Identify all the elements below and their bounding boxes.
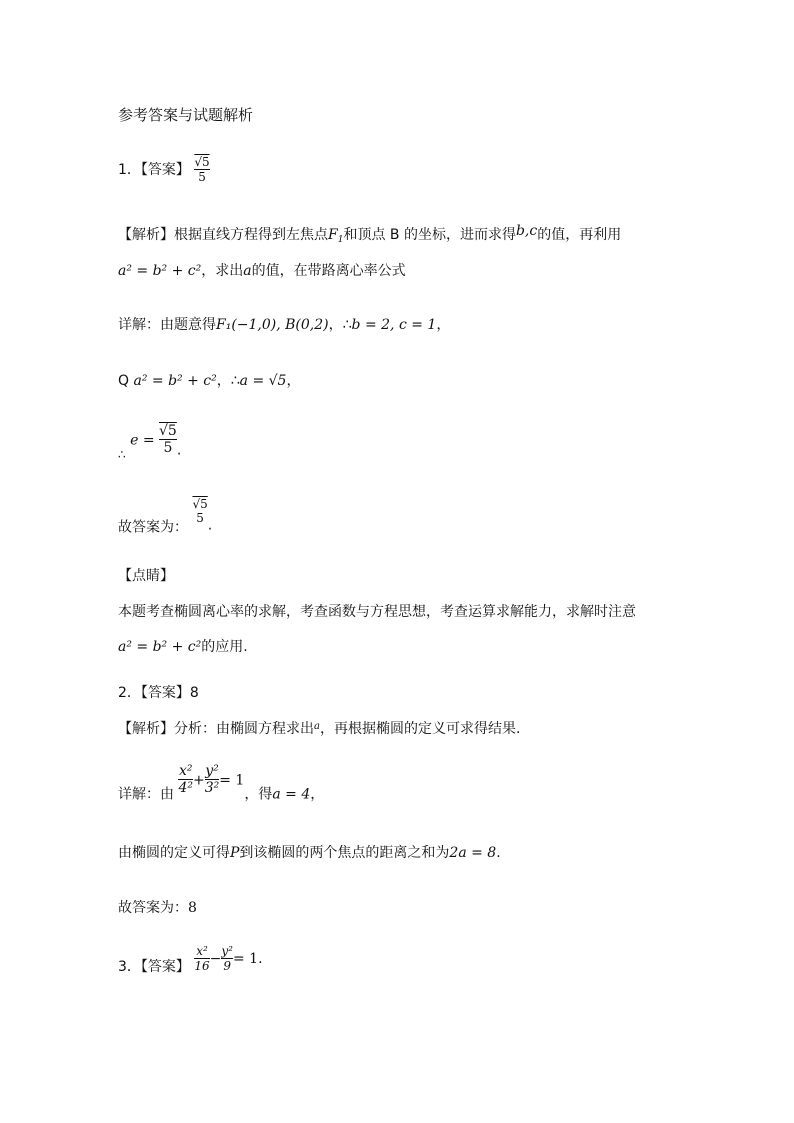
q1-answer-label: 1．【答案】 bbox=[118, 162, 190, 179]
q1-detail-label: 详解：由题意得 bbox=[118, 317, 216, 333]
q2-detail-b: ，得 bbox=[244, 786, 273, 803]
q1-because-symbol: Q bbox=[118, 373, 130, 389]
q2-final-label: 故答案为： bbox=[118, 900, 188, 916]
q1-final-line bbox=[118, 498, 212, 535]
page-title: 参考答案与试题解析 bbox=[118, 106, 254, 124]
q1-end2: ， bbox=[286, 373, 301, 389]
q1-analysis-text-a: 根据直线方程得到左焦点 bbox=[174, 227, 328, 243]
q1-analysis-line1 bbox=[118, 224, 621, 245]
q1-bc-symbol: b,c bbox=[515, 223, 538, 239]
q3-minus: − bbox=[209, 951, 222, 968]
q2-def-a: 由椭圆的定义可得 bbox=[118, 845, 230, 861]
q1-e-den: 5 bbox=[159, 439, 177, 456]
q1-final-label: 故答案为： bbox=[118, 519, 188, 536]
q1-detail-end: ， bbox=[436, 317, 451, 333]
q2-y2: y² bbox=[205, 763, 219, 779]
q1-eq2: a² = b² + c² bbox=[133, 373, 217, 389]
q1-analysis-lead: 【解析】 bbox=[118, 227, 174, 243]
q1-comment-end: 的应用. bbox=[201, 639, 248, 655]
q2-frac-y bbox=[205, 764, 220, 797]
q1-analysis-line2 bbox=[118, 264, 406, 278]
q2-final-value: 8 bbox=[188, 900, 197, 916]
q2-sum: 2a = 8 bbox=[449, 845, 497, 861]
q2-analysis-text: 【解析】分析：由椭圆方程求出 bbox=[118, 721, 314, 737]
q2-detail-line bbox=[118, 764, 324, 801]
q2-answer: 2．【答案】8 bbox=[118, 685, 199, 701]
q1-analysis-text-c: 的值，再利用 bbox=[537, 227, 622, 243]
q1-because-line bbox=[118, 374, 300, 388]
q3-d2: 9 bbox=[223, 959, 231, 974]
q2-d1: 4² bbox=[178, 780, 193, 797]
q2-def-b: 到该椭圆的两个焦点的距离之和为 bbox=[239, 845, 450, 861]
q2-eq-one: = 1 bbox=[219, 772, 245, 789]
q1-e-num: √5 bbox=[159, 423, 177, 439]
q2-d2: 3² bbox=[204, 780, 220, 797]
q1-detail-bc: b = 2, c = 1 bbox=[351, 317, 437, 333]
q3-eq-end: = 1. bbox=[232, 951, 263, 968]
q1-eq3: a² = b² + c² bbox=[118, 639, 202, 655]
q1-eccentricity-line bbox=[118, 424, 181, 460]
q1-therefore3: ∴ bbox=[118, 447, 126, 462]
q3-frac-x bbox=[194, 945, 209, 973]
q3-answer-label: 3．【答案】 bbox=[118, 959, 190, 976]
q1-focus-sub: 1 bbox=[337, 235, 344, 245]
q2-definition-line bbox=[118, 846, 501, 860]
q1-detail-points: F₁(−1,0), B(0,2) bbox=[216, 317, 329, 333]
q1-focus-letter: F bbox=[328, 227, 338, 243]
q1-comment-text: 本题考查椭圆离心率的求解，考查函数与方程思想，考查运算求解能力，求解时注意 bbox=[118, 604, 636, 620]
q1-analysis-text-b: 和顶点 B 的坐标，进而求得 bbox=[343, 227, 516, 243]
q1-analysis-text-e: 的值，在带路离心率公式 bbox=[251, 263, 406, 279]
q1-comment-lead: 【点睛】 bbox=[118, 568, 174, 584]
q1-analysis-text-d: ，求出 bbox=[201, 263, 244, 279]
q2-frac-x bbox=[178, 764, 193, 797]
q1-a-value: a = √5 bbox=[239, 373, 287, 389]
q1-answer-fraction: $\frac{√5}{5}$ bbox=[194, 155, 210, 185]
q2-final-line bbox=[118, 901, 197, 915]
q1-sep2: ，∴ bbox=[216, 373, 240, 389]
q2-a-eq: a = 4 bbox=[272, 786, 311, 803]
q1-final-num: √5 bbox=[192, 497, 208, 511]
q2-x2: x² bbox=[178, 763, 193, 779]
q1-final-fraction bbox=[192, 498, 207, 525]
q2-plus: + bbox=[192, 772, 205, 789]
q1-detail-line bbox=[118, 318, 450, 332]
q2-a-symbol: a bbox=[314, 721, 320, 732]
q2-def-end: . bbox=[496, 845, 501, 861]
q3-frac-y bbox=[221, 945, 233, 973]
q1-e-lhs: e = bbox=[130, 432, 155, 449]
q3-d1: 16 bbox=[194, 959, 210, 974]
q2-analysis-line bbox=[118, 722, 520, 736]
q1-final-den: 5 bbox=[196, 511, 204, 526]
q1-final-end: . bbox=[207, 517, 213, 534]
q1-detail-therefore: ，∴ bbox=[328, 317, 352, 333]
q1-eq1: a² = b² + c² bbox=[118, 263, 202, 279]
q1-a-symbol: a bbox=[243, 263, 252, 279]
q1-end3: . bbox=[176, 442, 182, 459]
q3-y2: y² bbox=[221, 944, 233, 958]
q3-x2: x² bbox=[196, 944, 208, 958]
q2-point-p: P bbox=[230, 845, 240, 861]
q1-focus-symbol bbox=[328, 227, 343, 243]
q2-detail-end: ， bbox=[310, 786, 325, 803]
q1-e-fraction bbox=[159, 424, 177, 457]
q3-answer bbox=[118, 945, 263, 974]
q2-detail-label: 详解：由 bbox=[118, 786, 174, 803]
q1-answer bbox=[118, 156, 210, 184]
q2-analysis-text-b: ，再根据椭圆的定义可求得结果. bbox=[319, 721, 521, 737]
q1-comment-line2 bbox=[118, 640, 248, 654]
